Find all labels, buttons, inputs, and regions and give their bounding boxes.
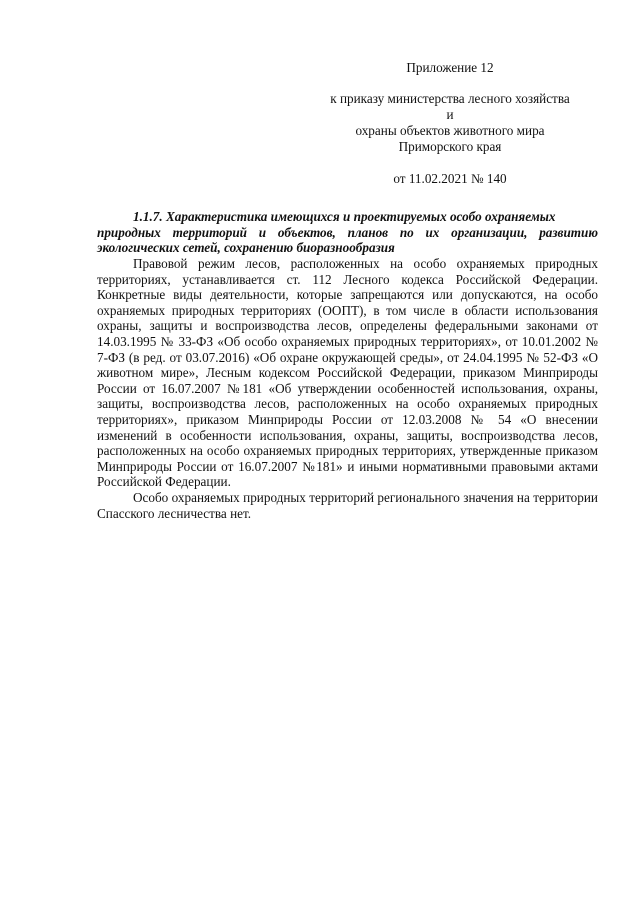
order-reference-line-2: охраны объектов животного мира: [355, 123, 545, 138]
order-reference-line-1: к приказу министерства лесного хозяйства и: [330, 91, 570, 122]
section-heading-first-line: 1.1.7. Характеристика имеющихся и проектируемых особо охраняемых: [133, 209, 556, 224]
paragraph-no-protected-areas: Особо охраняемых природных территорий регионального значения на территории Спасского лесничества нет.: [97, 489, 598, 521]
order-date-number: от 11.02.2021 № 140: [393, 171, 507, 186]
order-reference-line-3: Приморского края: [398, 139, 502, 154]
section-heading-continuation: природных территорий и объектов, планов по их организации, развитию экологических сетей, сохранению биоразнообразия: [97, 224, 598, 255]
section-heading: [97, 209, 598, 256]
appendix-title: Приложение 12: [406, 60, 494, 75]
paragraph-legal-regime: Правовой режим лесов, расположенных на особо охраняемых природных территориях, устанавливается ст. 112 Лесного кодекса Российской Федерации. Конкретные виды деятельности, которые запрещаются или допускаются, на особо охраняемых природных территориях (ООПТ), в том числе в области использования охраны, защиты и воспроизводства лесов, определены федеральными законами от 14.03.1995 № 33-ФЗ «Об особо охраняемых природных территориях», от 10.01.2002 № 7-ФЗ (в ред. от 03.07.2016) «Об охране окружающей среды», от 24.04.1995 № 52-ФЗ «О животном мире», Лесным кодексом Российской Федерации, приказом Минприроды России от 16.07.2007 №181 «Об утверждении особенностей использования, охраны, защиты, воспроизводства лесов, расположенных на особо охраняемых природных территориях», приказом Минприроды России от 12.03.2008 № 54 «О внесении изменений в особенности использования, охраны, защиты, воспроизводства лесов, расположенных на особо охраняемых природных территориях, утвержденные приказом Минприроды России от 16.07.2007 №181» и иными нормативными правовыми актами Российской Федерации.: [97, 256, 598, 490]
appendix-header: [330, 60, 570, 187]
section-body: [97, 256, 598, 521]
